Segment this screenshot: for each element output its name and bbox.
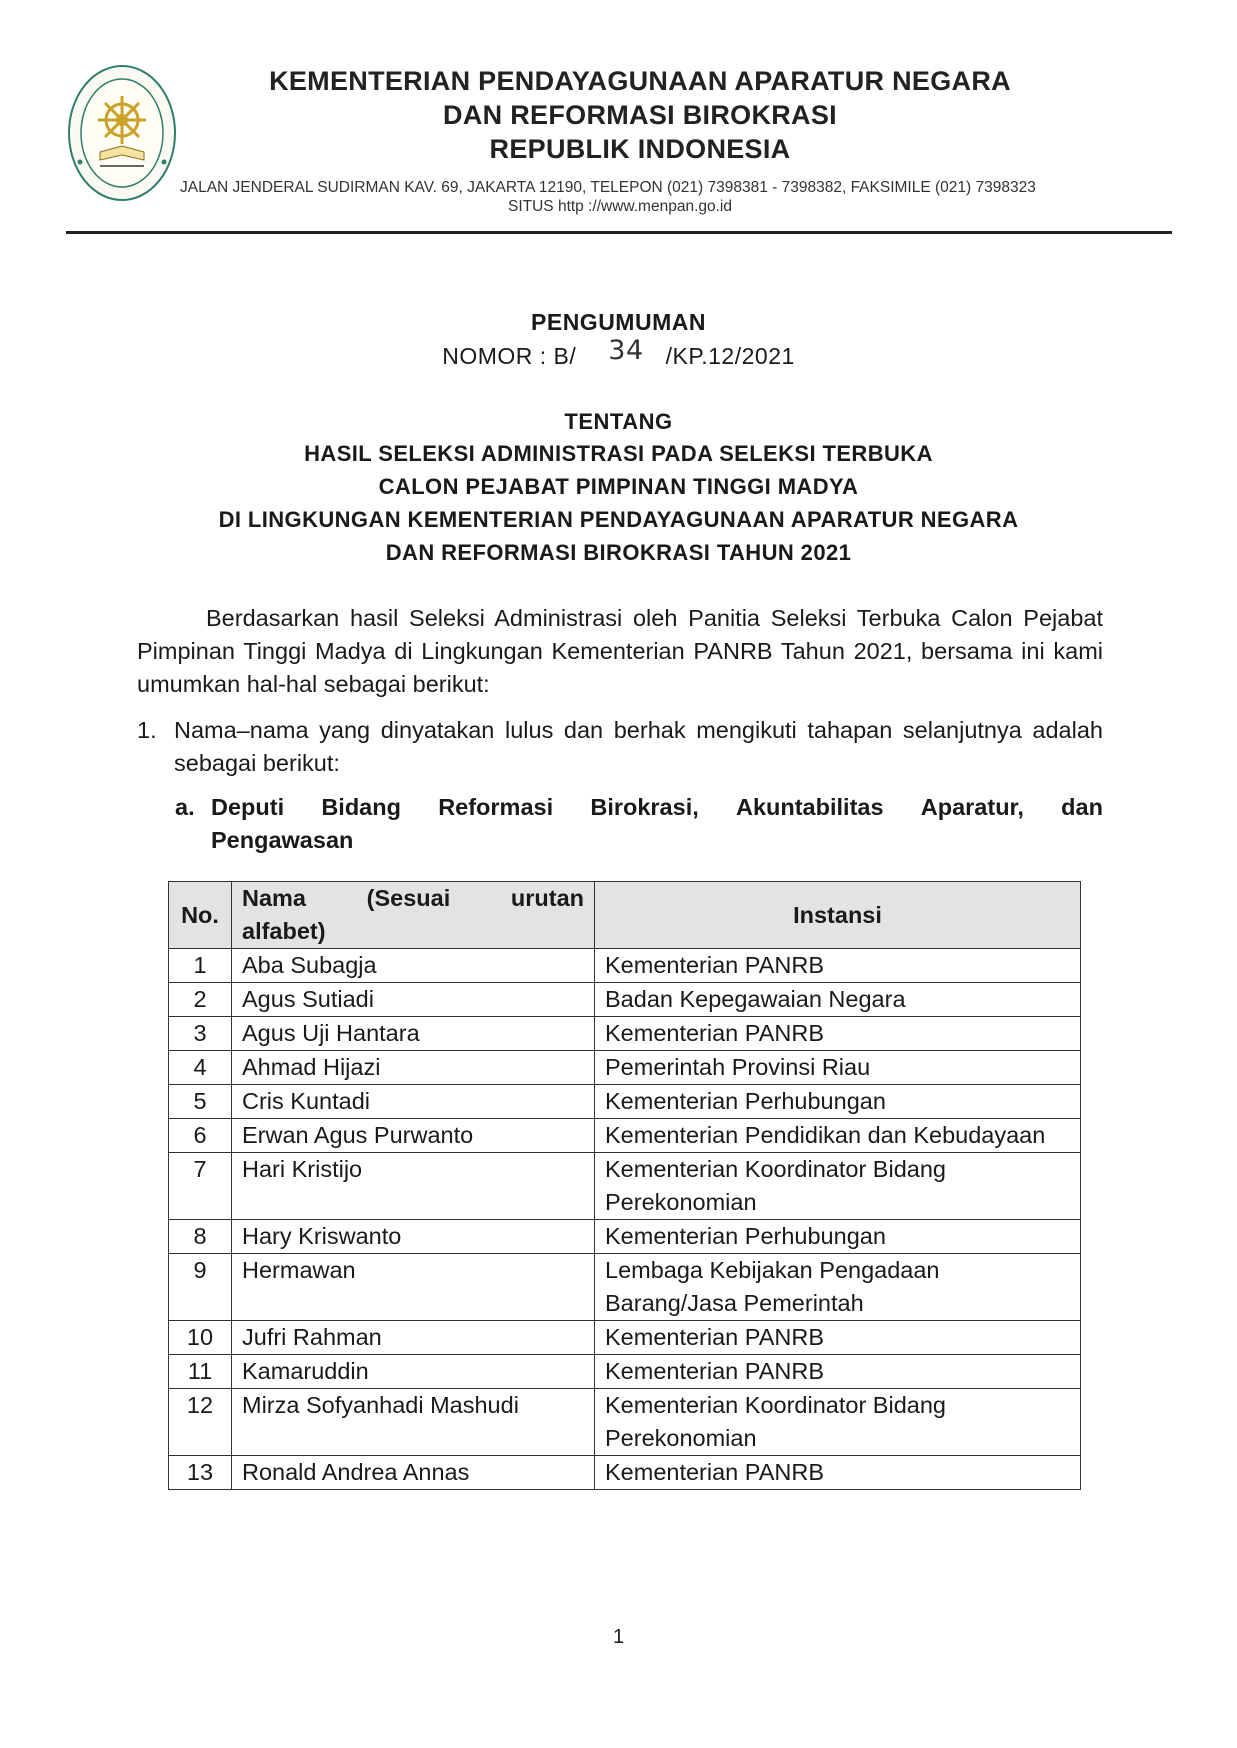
column-header-instansi: Instansi	[595, 882, 1081, 949]
cell-nama: Agus Uji Hantara	[232, 1017, 595, 1051]
table-row	[169, 1456, 1081, 1490]
cell-nama: Mirza Sofyanhadi Mashudi	[232, 1389, 595, 1456]
letterhead-address: JALAN JENDERAL SUDIRMAN KAV. 69, JAKARTA 12190, TELEPON (021) 7398381 - 7398382, FAKSIMILE (021) 7398323	[180, 179, 1036, 196]
page-number: 1	[612, 1626, 625, 1648]
letterhead-ministry-name: KEMENTERIAN PENDAYAGUNAAN APARATUR NEGARA	[269, 66, 1011, 96]
cell-instansi: Kementerian Koordinator Bidang Perekonomian	[595, 1389, 1081, 1456]
table-row	[169, 1085, 1081, 1119]
table-row	[169, 1119, 1081, 1153]
table-header-row	[169, 882, 1081, 949]
cell-no: 4	[169, 1051, 232, 1085]
subject-line: HASIL SELEKSI ADMINISTRASI PADA SELEKSI TERBUKA	[304, 441, 933, 466]
table-row	[169, 983, 1081, 1017]
cell-no: 8	[169, 1220, 232, 1254]
document-title: PENGUMUMAN	[531, 309, 706, 335]
header-word: (Sesuai	[366, 885, 451, 911]
header-word: urutan	[510, 885, 584, 911]
cell-nama: Hermawan	[232, 1254, 595, 1321]
letterhead-website: SITUS http ://www.menpan.go.id	[508, 198, 732, 215]
cell-instansi: Kementerian PANRB	[595, 1355, 1081, 1389]
cell-nama: Aba Subagja	[232, 949, 595, 983]
cell-no: 1	[169, 949, 232, 983]
candidates-table	[168, 881, 1081, 1490]
subject-label: TENTANG	[564, 409, 673, 434]
column-header-no: No.	[169, 882, 232, 949]
cell-nama: Hari Kristijo	[232, 1153, 595, 1220]
cell-nama: Cris Kuntadi	[232, 1085, 595, 1119]
sub-list-word: Aparatur,	[920, 794, 1024, 820]
subject-line: CALON PEJABAT PIMPINAN TINGGI MADYA	[378, 474, 859, 499]
sub-list-word: Birokrasi,	[590, 794, 699, 820]
cell-instansi: Kementerian PANRB	[595, 1456, 1081, 1490]
cell-no: 6	[169, 1119, 232, 1153]
ministry-seal-icon	[66, 62, 178, 204]
sub-list-word: Bidang	[321, 794, 401, 820]
cell-no: 10	[169, 1321, 232, 1355]
table-row	[169, 1355, 1081, 1389]
table-row	[169, 949, 1081, 983]
table-row	[169, 1153, 1081, 1220]
cell-instansi: Kementerian Perhubungan	[595, 1085, 1081, 1119]
header-word: Nama	[242, 885, 307, 911]
column-header-nama	[232, 882, 595, 949]
cell-instansi: Pemerintah Provinsi Riau	[595, 1051, 1081, 1085]
cell-instansi: Kementerian Perhubungan	[595, 1220, 1081, 1254]
cell-instansi: Lembaga Kebijakan Pengadaan Barang/Jasa Pemerintah	[595, 1254, 1081, 1321]
document-number-prefix: NOMOR : B/	[442, 343, 577, 369]
sub-list-word: dan	[1061, 794, 1103, 820]
cell-nama: Jufri Rahman	[232, 1321, 595, 1355]
cell-instansi: Kementerian PANRB	[595, 949, 1081, 983]
cell-no: 3	[169, 1017, 232, 1051]
document-number-handwritten: 34	[608, 335, 644, 366]
table-row	[169, 1017, 1081, 1051]
cell-no: 12	[169, 1389, 232, 1456]
sub-list-word: Akuntabilitas	[735, 794, 884, 820]
table-row	[169, 1051, 1081, 1085]
sub-list-letter: a.	[175, 794, 195, 820]
letterhead-country: REPUBLIK INDONESIA	[489, 134, 791, 164]
sub-list-word: Reformasi	[438, 794, 554, 820]
table-row	[169, 1254, 1081, 1321]
cell-nama: Erwan Agus Purwanto	[232, 1119, 595, 1153]
cell-no: 9	[169, 1254, 232, 1321]
table-row	[169, 1321, 1081, 1355]
cell-nama: Ahmad Hijazi	[232, 1051, 595, 1085]
subject-line: DAN REFORMASI BIROKRASI TAHUN 2021	[385, 540, 852, 565]
cell-instansi: Kementerian PANRB	[595, 1321, 1081, 1355]
cell-nama: Ronald Andrea Annas	[232, 1456, 595, 1490]
cell-no: 13	[169, 1456, 232, 1490]
table-row	[169, 1389, 1081, 1456]
cell-nama: Agus Sutiadi	[232, 983, 595, 1017]
sub-list-title-line2: Pengawasan	[211, 827, 354, 853]
letterhead-divider	[66, 231, 1172, 234]
cell-instansi: Kementerian Koordinator Bidang Perekonomian	[595, 1153, 1081, 1220]
letterhead-ministry-name-2: DAN REFORMASI BIROKRASI	[443, 100, 837, 130]
cell-no: 11	[169, 1355, 232, 1389]
cell-instansi: Kementerian Pendidikan dan Kebudayaan	[595, 1119, 1081, 1153]
intro-paragraph: Berdasarkan hasil Seleksi Administrasi oleh Panitia Seleksi Terbuka Calon Pejabat Pimpinan Tinggi Madya di Lingkungan Kementerian PANRB Tahun 2021, bersama ini kami umumkan hal-hal sebagai berikut:	[137, 605, 1103, 697]
document-number	[0, 335, 1237, 371]
document-number-suffix: /KP.12/2021	[665, 343, 795, 369]
cell-no: 7	[169, 1153, 232, 1220]
header-word: alfabet)	[242, 918, 326, 944]
cell-instansi: Badan Kepegawaian Negara	[595, 983, 1081, 1017]
sub-list-word: Deputi	[211, 794, 285, 820]
cell-instansi: Kementerian PANRB	[595, 1017, 1081, 1051]
list-item-text: Nama–nama yang dinyatakan lulus dan berhak mengikuti tahapan selanjutnya adalah sebagai berikut:	[174, 717, 1103, 776]
list-item-number: 1.	[137, 717, 157, 743]
cell-no: 5	[169, 1085, 232, 1119]
subject-line: DI LINGKUNGAN KEMENTERIAN PENDAYAGUNAAN APARATUR NEGARA	[218, 507, 1019, 532]
table-row	[169, 1220, 1081, 1254]
cell-nama: Hary Kriswanto	[232, 1220, 595, 1254]
sub-list-title-line1	[211, 791, 1103, 824]
cell-nama: Kamaruddin	[232, 1355, 595, 1389]
cell-no: 2	[169, 983, 232, 1017]
